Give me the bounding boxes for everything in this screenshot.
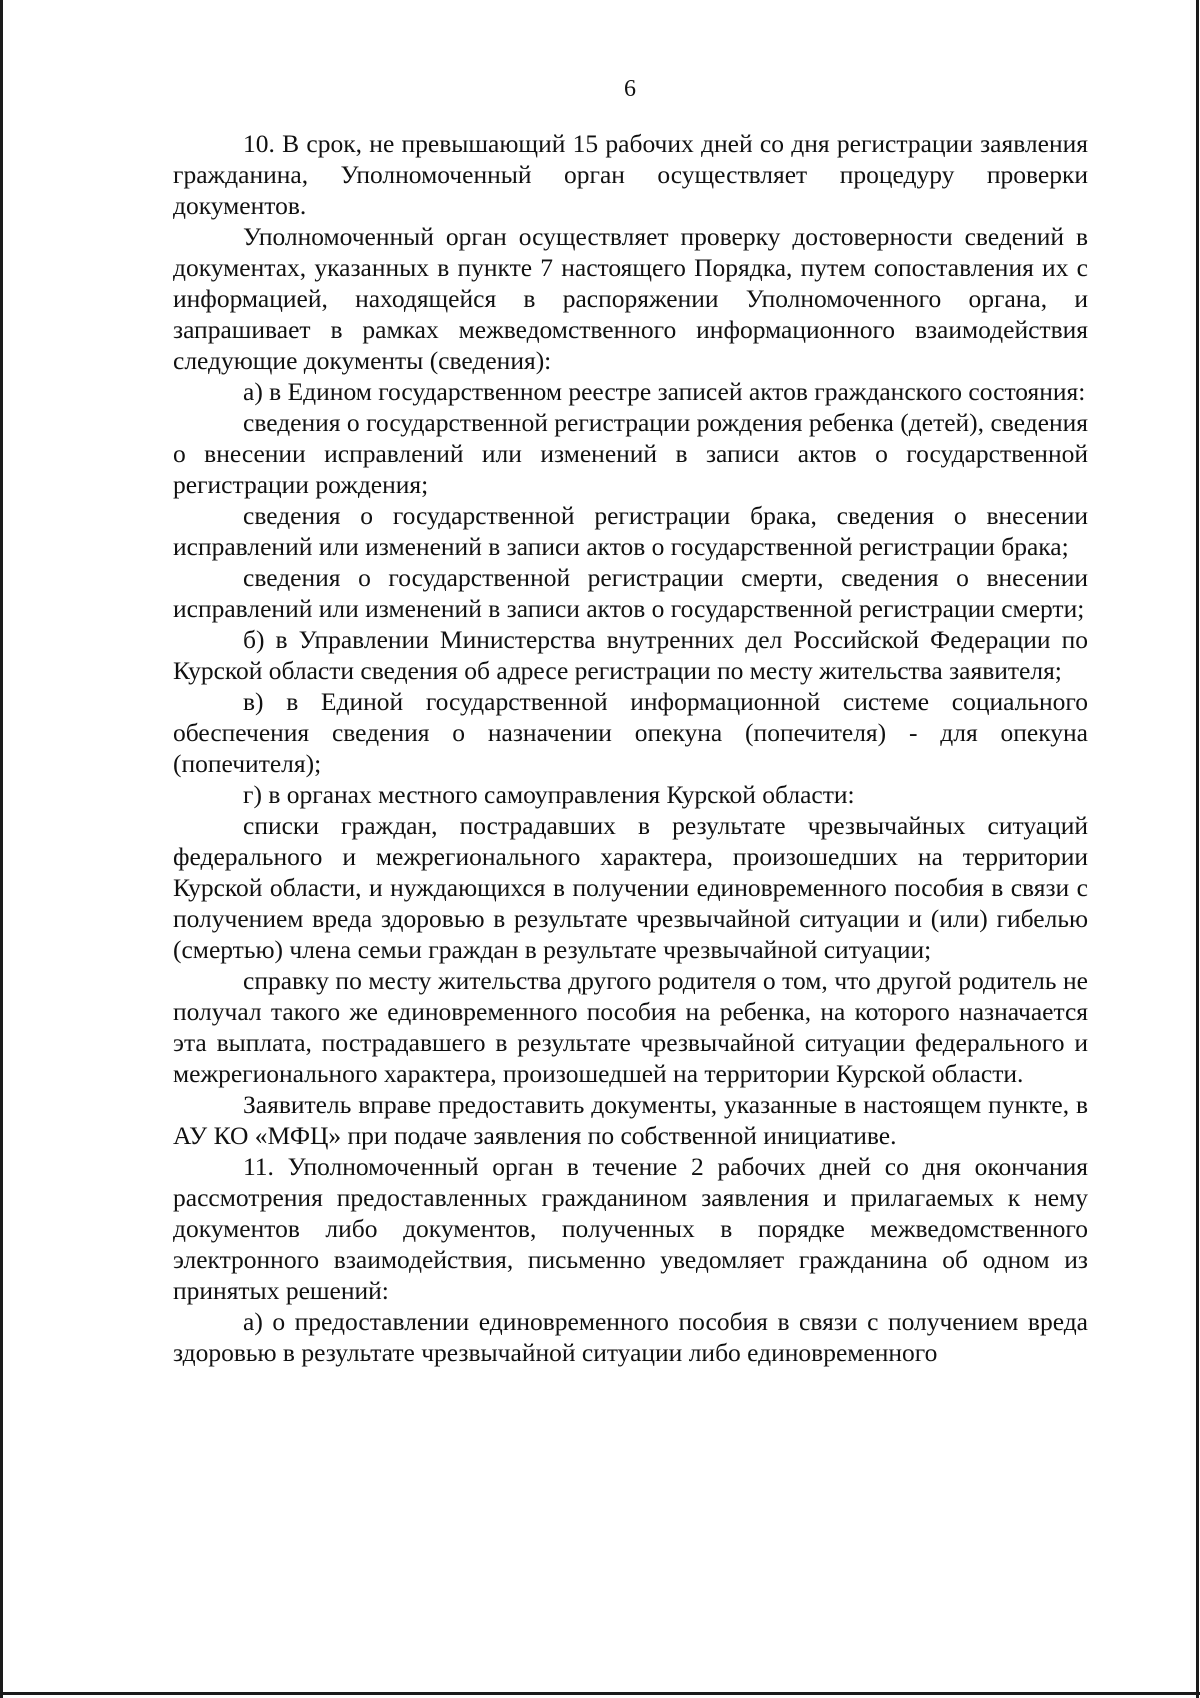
paragraph-birth-records: сведения о государственной регистрации рождения ребенка (детей), сведения о внесении исправлений или изменений в записи актов о государственной регистрации рождения; [173,408,1088,499]
scan-edge-right [1196,0,1199,1698]
page-number: 6 [624,76,636,102]
paragraph-marriage-records: сведения о государственной регистрации брака, сведения о внесении исправлений или изменений в записи актов о государственной регистрации брака; [173,501,1088,561]
paragraph-10: 10. В срок, не превышающий 15 рабочих дней со дня регистрации заявления гражданина, Уполномоченный орган осуществляет процедуру проверки документов. [173,129,1088,220]
paragraph-decision-a: а) о предоставлении единовременного пособия в связи с получением вреда здоровью в результате чрезвычайной ситуации либо единовременного [173,1307,1088,1367]
paragraph-victim-lists: списки граждан, пострадавших в результате чрезвычайных ситуаций федерального и межрегионального характера, произошедших на территории Курской области, и нуждающихся в получении единовременного пособия в связи с получением вреда здоровью в результате чрезвычайной ситуации и (или) гибелью (смертью) члена семьи граждан в результате чрезвычайной ситуации; [173,811,1088,964]
scan-edge-left [0,0,3,1698]
scan-edge-bottom [0,1692,1200,1695]
paragraph-death-records: сведения о государственной регистрации смерти, сведения о внесении исправлений или изменений в записи актов о государственной регистрации смерти; [173,563,1088,623]
paragraph-item-v: в) в Единой государственной информационной системе социального обеспечения сведения о назначении опекуна (попечителя) - для опекуна (попечителя); [173,687,1088,778]
paragraph-parent-certificate: справку по месту жительства другого родителя о том, что другой родитель не получал такого же единовременного пособия на ребенка, на которого назначается эта выплата, пострадавшего в результате чрезвычайной ситуации федерального и межрегионального характера, произошедшей на территории Курской области. [173,966,1088,1088]
paragraph-item-g: г) в органах местного самоуправления Курской области: [243,780,855,809]
document-body [173,128,1088,1368]
paragraph-11: 11. Уполномоченный орган в течение 2 рабочих дней со дня окончания рассмотрения предоставленных гражданином заявления и прилагаемых к нему документов либо документов, полученных в порядке межведомственного электронного взаимодействия, письменно уведомляет гражданина об одном из принятых решений: [173,1152,1088,1305]
paragraph-applicant-right: Заявитель вправе предоставить документы, указанные в настоящем пункте, в АУ КО «МФЦ» при подаче заявления по собственной инициативе. [173,1090,1088,1150]
paragraph-verification: Уполномоченный орган осуществляет проверку достоверности сведений в документах, указанных в пункте 7 настоящего Порядка, путем сопоставления их с информацией, находящейся в распоряжении Уполномоченного органа, и запрашивает в рамках межведомственного информационного взаимодействия следующие документы (сведения): [173,222,1088,375]
paragraph-item-a: а) в Едином государственном реестре записей актов гражданского состояния: [243,377,1086,406]
paragraph-item-b: б) в Управлении Министерства внутренних дел Российской Федерации по Курской области сведения об адресе регистрации по месту жительства заявителя; [173,625,1088,685]
